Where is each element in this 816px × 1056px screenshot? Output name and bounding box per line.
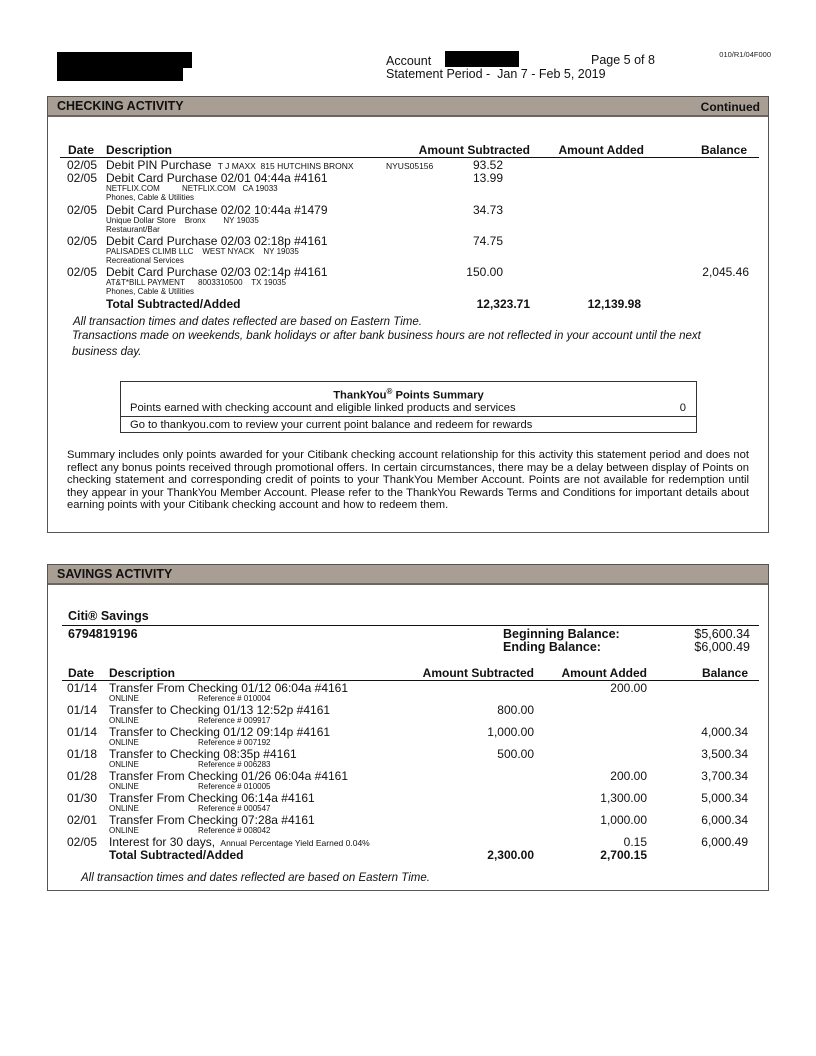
row-desc-category: Phones, Cable & Utilities — [106, 287, 195, 296]
col-amount-subtracted: Amount Subtracted — [418, 143, 530, 157]
row-date: 02/05 — [67, 203, 98, 217]
row-date: 02/01 — [67, 813, 98, 827]
row-reference: Reference # 007192 — [198, 738, 271, 747]
row-date: 01/14 — [67, 703, 98, 717]
row-channel: ONLINE — [109, 716, 139, 725]
total-subtracted: 2,300.00 — [487, 848, 534, 862]
row-channel: ONLINE — [109, 738, 139, 747]
total-subtracted: 12,323.71 — [476, 297, 530, 311]
row-date: 01/30 — [67, 791, 98, 805]
points-summary-disclaimer: Summary includes only points awarded for your Citibank checking account relationship for this activity this statement period and does not reflect any bonus points received through promotional offers. In certain circumstances, there may be a delay between display of Points on checking statement and corresponding credit of points to your ThankYou Member Account. Points are not available for redemption until they appear in your ThankYou Member Account. Please refer to the ThankYou Rewards Terms and Conditions for important details about earning points with your Citibank checking account and how to redeem them. — [67, 449, 749, 512]
thankyou-title: ThankYou® Points Summary — [333, 387, 484, 402]
points-earned-row — [121, 400, 696, 416]
row-reference: Reference # 009917 — [198, 716, 271, 725]
account-label: Account — [386, 54, 432, 68]
business-day-note: Transactions made on weekends, bank holidays or after bank business hours are not reflected in your account until the next business day. — [72, 330, 701, 358]
row-date: 02/05 — [67, 158, 98, 172]
row-added: 200.00 — [610, 681, 647, 695]
row-added: 0.15 — [623, 835, 647, 849]
row-desc-merchant: T J MAXX 815 HUTCHINS BRONX — [217, 161, 354, 171]
section-title: CHECKING ACTIVITY — [57, 99, 184, 113]
savings-activity-section — [47, 564, 769, 891]
row-date: 02/05 — [67, 171, 98, 185]
row-desc-main: Transfer to Checking 01/13 12:52p #4161 — [109, 703, 331, 717]
eastern-time-note: All transaction times and dates reflected are based on Eastern Time. — [73, 316, 422, 328]
row-balance: 4,000.34 — [701, 725, 748, 739]
row-desc-main: Debit Card Purchase 02/03 02:18p #4161 — [106, 234, 328, 248]
row-subtracted: 13.99 — [472, 171, 503, 185]
col-amount-subtracted: Amount Subtracted — [422, 666, 534, 680]
ending-balance-value: $6,000.49 — [694, 640, 750, 654]
row-desc-main: Debit Card Purchase 02/02 10:44a #1479 — [106, 203, 328, 217]
row-desc-main: Interest for 30 days, — [109, 835, 216, 849]
thankyou-link-text[interactable]: Go to thankyou.com to review your current point balance and redeem for rewards — [130, 419, 533, 431]
row-desc-category: Phones, Cable & Utilities — [106, 193, 195, 202]
row-subtracted: 1,000.00 — [487, 725, 534, 739]
row-reference: Reference # 000547 — [198, 804, 271, 813]
row-added: 1,300.00 — [600, 791, 647, 805]
row-date: 01/28 — [67, 769, 98, 783]
row-balance: 5,000.34 — [701, 791, 748, 805]
col-date: Date — [68, 143, 95, 157]
statement-period: Statement Period - Jan 7 - Feb 5, 2019 — [386, 67, 606, 81]
page-number: Page 5 of 8 — [591, 53, 655, 67]
col-balance: Balance — [700, 143, 747, 157]
row-date: 02/05 — [67, 234, 98, 248]
row-desc-category: Recreational Services — [106, 256, 184, 265]
row-date: 01/14 — [67, 681, 98, 695]
row-subtracted: 500.00 — [497, 747, 534, 761]
row-date: 02/05 — [67, 265, 98, 279]
col-amount-added: Amount Added — [558, 143, 644, 157]
redacted-account-number — [445, 51, 519, 67]
row-desc-detail: PALISADES CLIMB LLC WEST NYACK NY 19035 — [106, 247, 299, 256]
row-desc-main: Transfer From Checking 01/26 06:04a #4161 — [109, 769, 349, 783]
row-desc-main: Transfer From Checking 07:28a #4161 — [109, 813, 315, 827]
checking-section-header — [48, 97, 768, 117]
row-channel: ONLINE — [109, 782, 139, 791]
thankyou-points-summary — [120, 381, 697, 433]
row-reference: Reference # 010005 — [198, 782, 271, 791]
row-desc-category: Restaurant/Bar — [106, 225, 160, 234]
savings-section-header — [48, 565, 768, 585]
row-desc-main: Debit Card Purchase 02/03 02:14p #4161 — [106, 265, 328, 279]
row-desc-main: Debit PIN Purchase — [106, 158, 212, 172]
row-added: 1,000.00 — [600, 813, 647, 827]
row-desc-detail: NETFLIX.COM NETFLIX.COM CA 19033 — [106, 184, 278, 193]
col-balance: Balance — [701, 666, 748, 680]
col-description: Description — [109, 666, 176, 680]
row-subtracted: 74.75 — [472, 234, 503, 248]
row-reference: Reference # 010004 — [198, 694, 271, 703]
row-desc-detail: AT&T*BILL PAYMENT 8003310500 TX 19035 — [106, 278, 286, 287]
savings-account-number: 6794819196 — [68, 627, 138, 641]
total-label: Total Subtracted/Added — [106, 297, 241, 311]
total-added: 12,139.98 — [587, 297, 641, 311]
row-desc-location: NYUS05156 — [386, 161, 434, 171]
row-subtracted: 34.73 — [472, 203, 503, 217]
redacted-address-block — [57, 66, 183, 81]
row-date: 01/18 — [67, 747, 98, 761]
beginning-balance-label: Beginning Balance: — [503, 627, 620, 641]
row-balance: 3,500.34 — [701, 747, 748, 761]
section-title: SAVINGS ACTIVITY — [57, 567, 173, 581]
thankyou-link-row[interactable] — [121, 416, 696, 432]
row-desc-main: Transfer to Checking 01/12 09:14p #4161 — [109, 725, 331, 739]
col-description: Description — [106, 143, 173, 157]
row-desc-main: Transfer From Checking 01/12 06:04a #4161 — [109, 681, 349, 695]
form-code: 010/R1/04F000 — [719, 50, 771, 59]
points-earned-value: 0 — [679, 402, 686, 414]
row-subtracted: 150.00 — [466, 265, 503, 279]
total-label: Total Subtracted/Added — [109, 848, 244, 862]
row-balance: 3,700.34 — [701, 769, 748, 783]
row-channel: ONLINE — [109, 826, 139, 835]
eastern-time-note: All transaction times and dates reflected are based on Eastern Time. — [81, 872, 430, 884]
row-desc-main: Transfer From Checking 06:14a #4161 — [109, 791, 315, 805]
row-subtracted: 800.00 — [497, 703, 534, 717]
row-desc-detail: Unique Dollar Store Bronx NY 19035 — [106, 216, 259, 225]
row-reference: Reference # 008042 — [198, 826, 271, 835]
col-amount-added: Amount Added — [561, 666, 647, 680]
row-apy: Annual Percentage Yield Earned 0.04% — [220, 838, 370, 848]
row-channel: ONLINE — [109, 804, 139, 813]
row-balance: 6,000.34 — [701, 813, 748, 827]
row-channel: ONLINE — [109, 760, 139, 769]
ending-balance-label: Ending Balance: — [503, 640, 601, 654]
continued-label: Continued — [700, 100, 760, 114]
beginning-balance-value: $5,600.34 — [694, 627, 750, 641]
row-channel: ONLINE — [109, 694, 139, 703]
row-reference: Reference # 006283 — [198, 760, 271, 769]
row-desc-main: Debit Card Purchase 02/01 04:44a #4161 — [106, 171, 328, 185]
row-added: 200.00 — [610, 769, 647, 783]
points-earned-label: Points earned with checking account and eligible linked products and services — [130, 402, 516, 414]
product-name: Citi® Savings — [68, 609, 149, 623]
col-date: Date — [68, 666, 95, 680]
row-desc-main: Transfer to Checking 08:35p #4161 — [109, 747, 297, 761]
row-date: 02/05 — [67, 835, 98, 849]
row-subtracted: 93.52 — [472, 158, 503, 172]
total-added: 2,700.15 — [600, 848, 647, 862]
row-balance: 6,000.49 — [701, 835, 748, 849]
row-date: 01/14 — [67, 725, 98, 739]
row-balance: 2,045.46 — [702, 265, 749, 279]
